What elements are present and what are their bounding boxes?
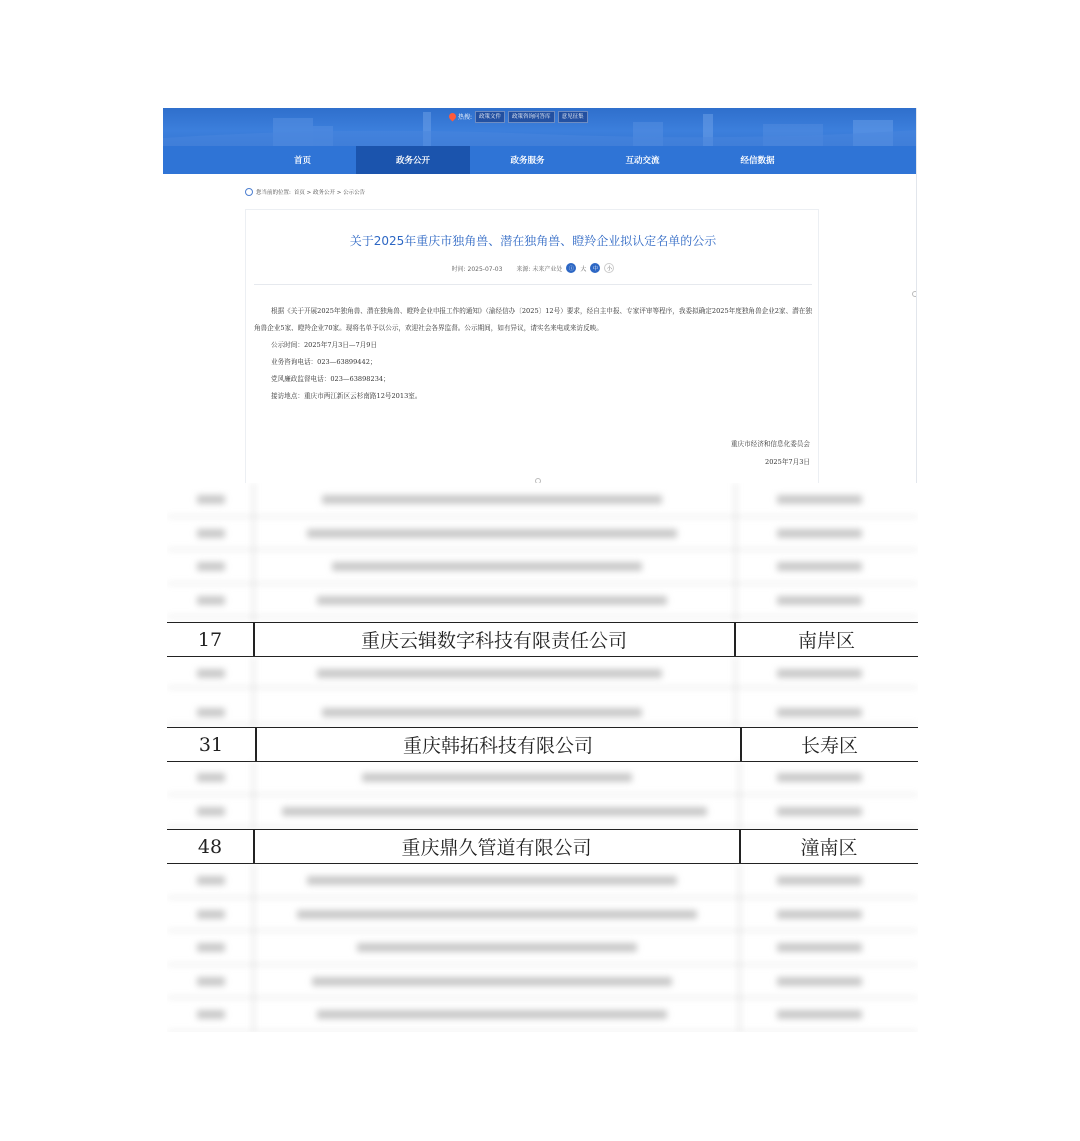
district: 南岸区 <box>797 630 855 652</box>
blurred-rows <box>167 761 918 829</box>
signature-date: 2025年7月3日 <box>765 458 810 466</box>
hot-link-policy-files[interactable]: 政策文件 <box>475 111 505 123</box>
district: 长寿区 <box>800 735 858 757</box>
business-phone: 业务咨询电话：023—63899442； <box>271 358 377 366</box>
hot-search-text: 热搜: <box>458 114 473 121</box>
share-icon[interactable]: ⓘ <box>566 263 576 273</box>
article-body <box>254 303 812 405</box>
company-table-crop <box>167 483 918 1032</box>
resize-handle <box>912 291 917 297</box>
site-banner <box>163 108 916 146</box>
nav-item-data[interactable]: 经信数据 <box>740 156 775 166</box>
table-row <box>167 829 918 864</box>
row-number: 48 <box>197 835 223 858</box>
company-name: 重庆云辑数字科技有限责任公司 <box>360 630 627 652</box>
article-source: 来源: 未来产业处 <box>516 265 563 273</box>
row-number: 31 <box>198 733 224 756</box>
table-row <box>167 727 918 762</box>
nav-item-interaction[interactable]: 互动交流 <box>625 156 660 166</box>
breadcrumb-path[interactable]: 首页 > 政务公开 > 公示公告 <box>293 190 366 196</box>
nav-item-gov-services[interactable]: 政务服务 <box>510 156 545 166</box>
company-name: 重庆鼎久管道有限公司 <box>401 837 592 859</box>
table-row <box>167 622 918 657</box>
nav-item-home[interactable]: 首页 <box>293 156 311 166</box>
hot-link-opinion[interactable]: 意见征集 <box>558 111 588 123</box>
fire-icon <box>448 112 458 122</box>
district: 潼南区 <box>800 837 858 859</box>
breadcrumb-prefix: 您当前的位置: <box>256 190 291 196</box>
row-number: 17 <box>197 628 223 651</box>
blurred-rows <box>167 657 918 727</box>
article-card <box>245 209 819 483</box>
font-size-large[interactable]: 大 <box>580 265 587 273</box>
nav-item-gov-affairs-open[interactable]: 政务公开 <box>356 146 470 174</box>
supervision-phone: 党风廉政监督电话：023—63898234； <box>271 375 390 383</box>
company-name: 重庆韩拓科技有限公司 <box>402 735 593 757</box>
signature-org: 重庆市经济和信息化委员会 <box>730 440 810 448</box>
webpage-screenshot <box>163 108 917 483</box>
font-size-small[interactable]: 小 <box>604 263 614 273</box>
visit-address: 接访地点：重庆市两江新区云杉南路12号2013室。 <box>271 392 422 400</box>
article-meta <box>246 263 820 273</box>
hot-search-label <box>449 112 472 121</box>
location-icon <box>245 188 253 196</box>
publicity-period: 公示时间：2025年7月3日—7月9日 <box>271 341 378 349</box>
article-time: 时间: 2025-07-03 <box>451 265 503 273</box>
hot-link-policy-qa[interactable]: 政策咨询问答库 <box>508 111 555 123</box>
hot-search-bar <box>449 110 588 123</box>
article-title: 关于2025年重庆市独角兽、潜在独角兽、瞪羚企业拟认定名单的公示 <box>349 234 717 248</box>
nav-spacer-left <box>163 146 249 174</box>
blurred-rows <box>167 864 918 1032</box>
breadcrumb <box>245 188 365 196</box>
font-size-medium[interactable]: 中 <box>590 263 600 273</box>
main-nav <box>163 146 916 174</box>
article-paragraph: 根据《关于开展2025年独角兽、潜在独角兽、瞪羚企业申报工作的通知》（渝经信办〔2025〕12号）要求，经自主申报、专家评审等程序，我委拟确定2025年度独角兽企业2家、潜在独角兽企业5家、瞪羚企业70家。现将名单予以公示，欢迎社会各界监督。公示期间，如有异议，请实名来电或来访反映。 <box>254 307 812 332</box>
title-divider <box>254 284 812 285</box>
blurred-rows <box>167 483 918 623</box>
